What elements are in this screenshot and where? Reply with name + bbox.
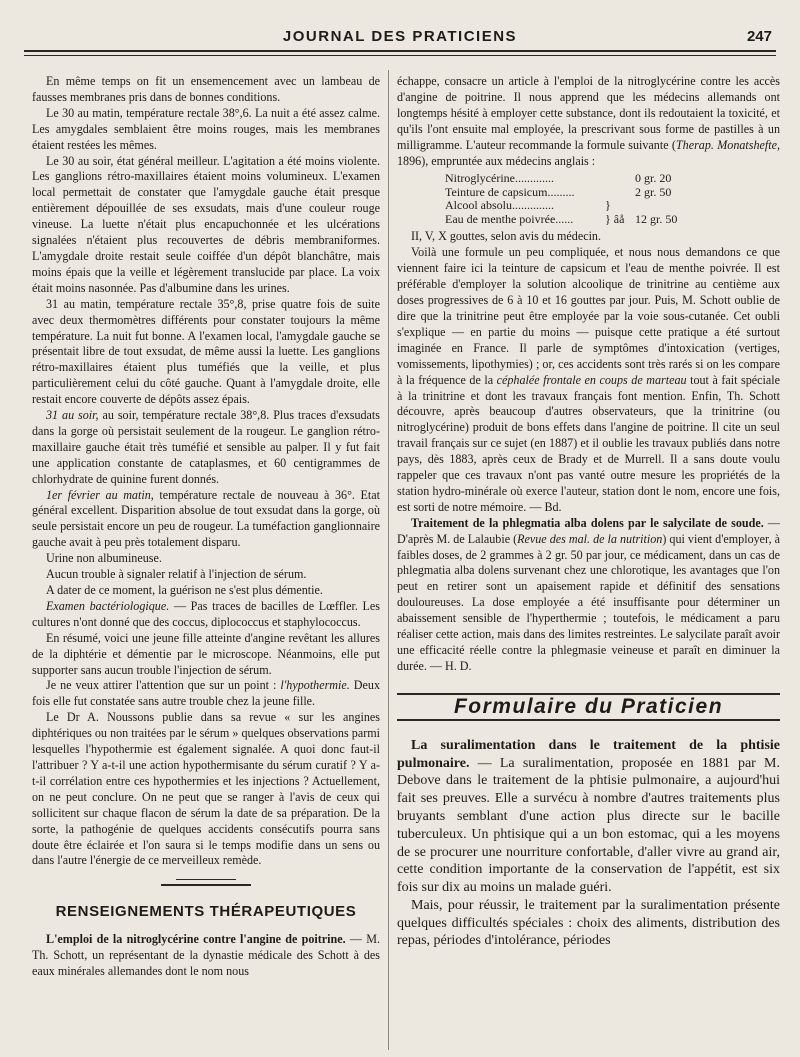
paragraph: Je ne veux attirer l'attention que sur un point : l'hypothermie. Deux fois elle fut constatée sans autre trouble chez la jeune fille. <box>32 678 380 709</box>
journal-title: JOURNAL DES PRATICIENS <box>282 28 518 45</box>
right-column <box>397 74 780 950</box>
paragraph: En même temps on fit un ensemencement avec un lambeau de fausses membranes pris dans de bonnes conditions. <box>32 74 380 104</box>
paragraph: 1er février au matin, température rectale de nouveau à 36°. Etat général excellent. Disparition absolue de tout exsudat dans la gorge, où seule persistait encore un peu de rougeur. La tuméfaction ganglionnaire gauche avait à peu près totalement disparu. <box>32 487 381 550</box>
separator-rule <box>161 884 251 886</box>
italic-label: Examen bactériologique. <box>46 598 170 613</box>
prescription-row: Alcool absolu.............. } <box>445 198 611 213</box>
formulaire-heading: Formulaire du Praticien <box>397 693 780 721</box>
journal-ref: Revue des mal. de la nutrition <box>517 531 663 546</box>
bold-lead: Traitement de la phlegmatia alba dolens par le salycilate de soude. <box>411 515 764 530</box>
bold-lead: La suralimentation dans le traitement de la phtisie pulmonaire. <box>397 737 780 771</box>
prescription-row: Teinture de capsicum......... 2 gr. 50 <box>445 184 672 199</box>
section-intro: L'emploi de la nitroglycérine contre l'angine de poitrine. — M. Th. Schott, un représentant de la dynastie médicale des Schott à des eaux minérales allemandes dont le nom nous <box>32 932 380 979</box>
header-rule-thick <box>24 50 776 52</box>
paragraph: échappe, consacre un article à l'emploi de la nitroglycérine contre les accès d'angine de poitrine. Il nous apprend que les médecins allemands ont longtemps hésité à employer cette substance, dont ils redoutaient la toxicité, et qu'ils l'ont ensuite mal employée, la prescrivant sous forme de pastilles à un milligramme. L'auteur recommande la formule suivante (Therap. Monatshefte, 1896), empruntée aux médecins anglais : <box>397 74 781 168</box>
prescription-table <box>445 172 780 226</box>
paragraph: La suralimentation dans le traitement de la phtisie pulmonaire. — La suralimentation, proposée en 1881 par M. Debove dans le traitement de la phtisie pulmonaire, a aujourd'hui fait ses preuves. Elle a survécu à nombre d'autres traitements plus bruyants semblant d'une action plus directe sur le bacille tuberculeux. Un phtisique qui a un bon estomac, qui a les moyens de se procurer une nourriture confortable, d'aller vivre au grand air, cette condition importante de la conservation de l'appétit, est six fois sur dix au moins un malade guéri. <box>397 737 780 896</box>
section-heading: RENSEIGNEMENTS THÉRAPEUTIQUES <box>55 903 357 921</box>
italic-date: 31 au soir, <box>46 408 99 423</box>
bold-lead: L'emploi de la nitroglycérine contre l'angine de poitrine. <box>46 932 346 947</box>
left-column <box>32 74 380 980</box>
prescription-row: Eau de menthe poivrée...... } âå 12 gr. 50 <box>445 211 678 226</box>
paragraph: A dater de ce moment, la guérison ne s'est plus démentie. <box>46 583 323 597</box>
page-number: 247 <box>746 28 772 45</box>
paragraph: 31 au matin, température rectale 35°,8, prise quatre fois de suite avec deux thermomètres différents pour constater toujours la même température. La nuit fut bonne. A l'examen local, l'amygdale gauche se présentait libre de tout exsudat, de même aussi la luette. Les ganglions rétro-maxillaires étaient plus tuméfiés que la veille, et plus particulièrement celui du côté gauche. Quant à l'amygdale droite, elle restait encore couverte de dépôts assez épais. <box>32 296 380 407</box>
italic-phrase: céphalée frontale en coups de marteau <box>496 372 687 387</box>
paragraph: Urine non albumineuse. <box>46 551 162 566</box>
prescription-note: II, V, X gouttes, selon avis du médecin. <box>411 229 602 244</box>
italic-date: 1er février au matin, <box>46 487 154 502</box>
italic-term: l'hypothermie. <box>280 678 350 693</box>
header-rule-thin <box>24 55 776 56</box>
paragraph: 31 au soir, au soir, température rectale 38°,8. Plus traces d'exsudats dans la gorge où persistait seulement de la rougeur. Le ganglion rétro-maxillaire gauche était très tuméfié et sensible au palper. Il y fut fait une application constante de cataplasmes, et 60 centigrammes de chlorhydrate de quinine furent donnés. <box>32 408 380 486</box>
journal-ref: Therap. Monatshefte, <box>675 137 781 152</box>
separator-rule <box>176 879 236 880</box>
paragraph: Le 30 au matin, température rectale 38°,6. La nuit a été assez calme. Les amygdales semblaient être moins rouges, mais les membranes étaient restées les mêmes. <box>32 105 380 152</box>
paragraph: Le Dr A. Noussons publie dans sa revue « sur les angines diphtériques ou non traitées par le sérum » quelques observations parmi lesquelles l'hypothermie est également signalée. A quoi donc faut-il l'attribuer ? Y a-t-il une action hypothermisante du sérum curatif ? Y a-t-il corrélation entre ces hypothermies et les injections ? Actuellement, on ne peut conclure. On ne peut que se ranger à l'avis de ceux qui sollicitent sur chaque flacon de sérum la date de sa préparation. De la sorte, la pathogénie de quelques accidents consécutifs pourra sans doute être éclairée et l'on saura si le temps modifie dans un sens ou dans l'autre l'énergie de ce merveilleux remède. <box>32 710 380 868</box>
paragraph: Voilà une formule un peu compliquée, et nous nous demandons ce que viennent faire ici la teinture de capsicum et l'eau de menthe poivrée. Il est préférable d'employer la solution alcoolique de trinitrine au centième aux doses progressives de 6 à 10 et 16 gouttes par jour. Puis, M. Schott oublie de dire que la trinitrine peut être employée par la voie sous-cutanée. Cet oubli s'explique — en partie du moins — puisque cette pratique a été surtout imaginée en France. Il parle de symptômes d'intoxication (vertiges, vomissements, lipothymies) ; or, ces accidents sont très rarés si on les compare à la fréquence de la céphalée frontale en coups de marteau tout à fait spéciale à la trinitrine et dont les travaux français font mention. Enfin, Th. Schott découvre, après beaucoup d'autres observateurs, que la trinitrine (ou nitroglycérine) produit de bons effets dans l'angine de poitrine. Il cite un seul travail français sur ce sujet (en 1887) et il oublie les travaux publiés dans notre pays, dès 1883, après ceux de Brady et de Murrell. Il a sans doute voulu rappeler que ces travaux n'ont pas vanté outre mesure les propriétés de la station hydro-minérale où exerce l'auteur, station dont le nom, encore une fois, est sorti de notre mémoire. — Bd. <box>397 245 780 514</box>
paragraph: Mais, pour réussir, le traitement par la suralimentation présente quelques difficultés spéciales : choix des aliments, distribution des repas, périodes d'intolérance, périodes <box>397 897 780 949</box>
paragraph: En résumé, voici une jeune fille atteinte d'angine revêtant les allures de la diphtérie et démentie par le microscope. Néanmoins, elle put supporter sans aucun trouble l'injection de sérum. <box>32 630 380 677</box>
paragraph: Traitement de la phlegmatia alba dolens par le salycilate de soude. — D'après M. de Lalaubie (Revue des mal. de la nutrition) qui vient d'employer, à faibles doses, de 2 grammes à 2 gr. 50 par jour, ce médicament, dans un cas de phlegmatia alba dolens survenant chez une chlorotique, les avantages que l'on peut en retirer sont un apaisement rapide et définitif des sensations douloureuses. La dose employée a été insuffisante pour déterminer un abaissement sensible de l'hyperthermie ; toutefois, le médicament a paru réaliser cette action, mais dans des limites restreintes. Le salycilate paraît avoir une efficacité réelle contre la phlegmasie veineuse et paraît en diminuer la durée. — H. D. <box>397 515 781 673</box>
prescription-row: Nitroglycérine............. 0 gr. 20 <box>445 171 672 186</box>
paragraph: Le 30 au soir, état général meilleur. L'agitation a été moins violente. Les ganglions rétro-maxillaires étaient moins volumineux. L'examen local permettait de constater que l'amygdale gauche était presque entièrement dépouillée de ses exsudats, mais d'une couleur rouge vineuse. La luette n'était plus encapuchonnée et les ulcérations signalées n'étaient plus recouvertes de débris membraniformes. L'amygdale droite restait seule coiffée d'un dépôt blanchâtre, mais moins épais que la veille et légèrement translucide par place. La voix était moins nasonnée. Pas d'albumine dans les urines. <box>32 153 380 295</box>
paragraph: Aucun trouble à signaler relatif à l'injection de sérum. <box>46 567 307 582</box>
column-divider <box>388 70 389 1050</box>
page-header <box>26 26 774 50</box>
paragraph: Examen bactériologique. — Pas traces de bacilles de Lœffler. Les cultures n'ont donné que des coccus, diplococcus et staphylococcus. <box>32 598 380 629</box>
